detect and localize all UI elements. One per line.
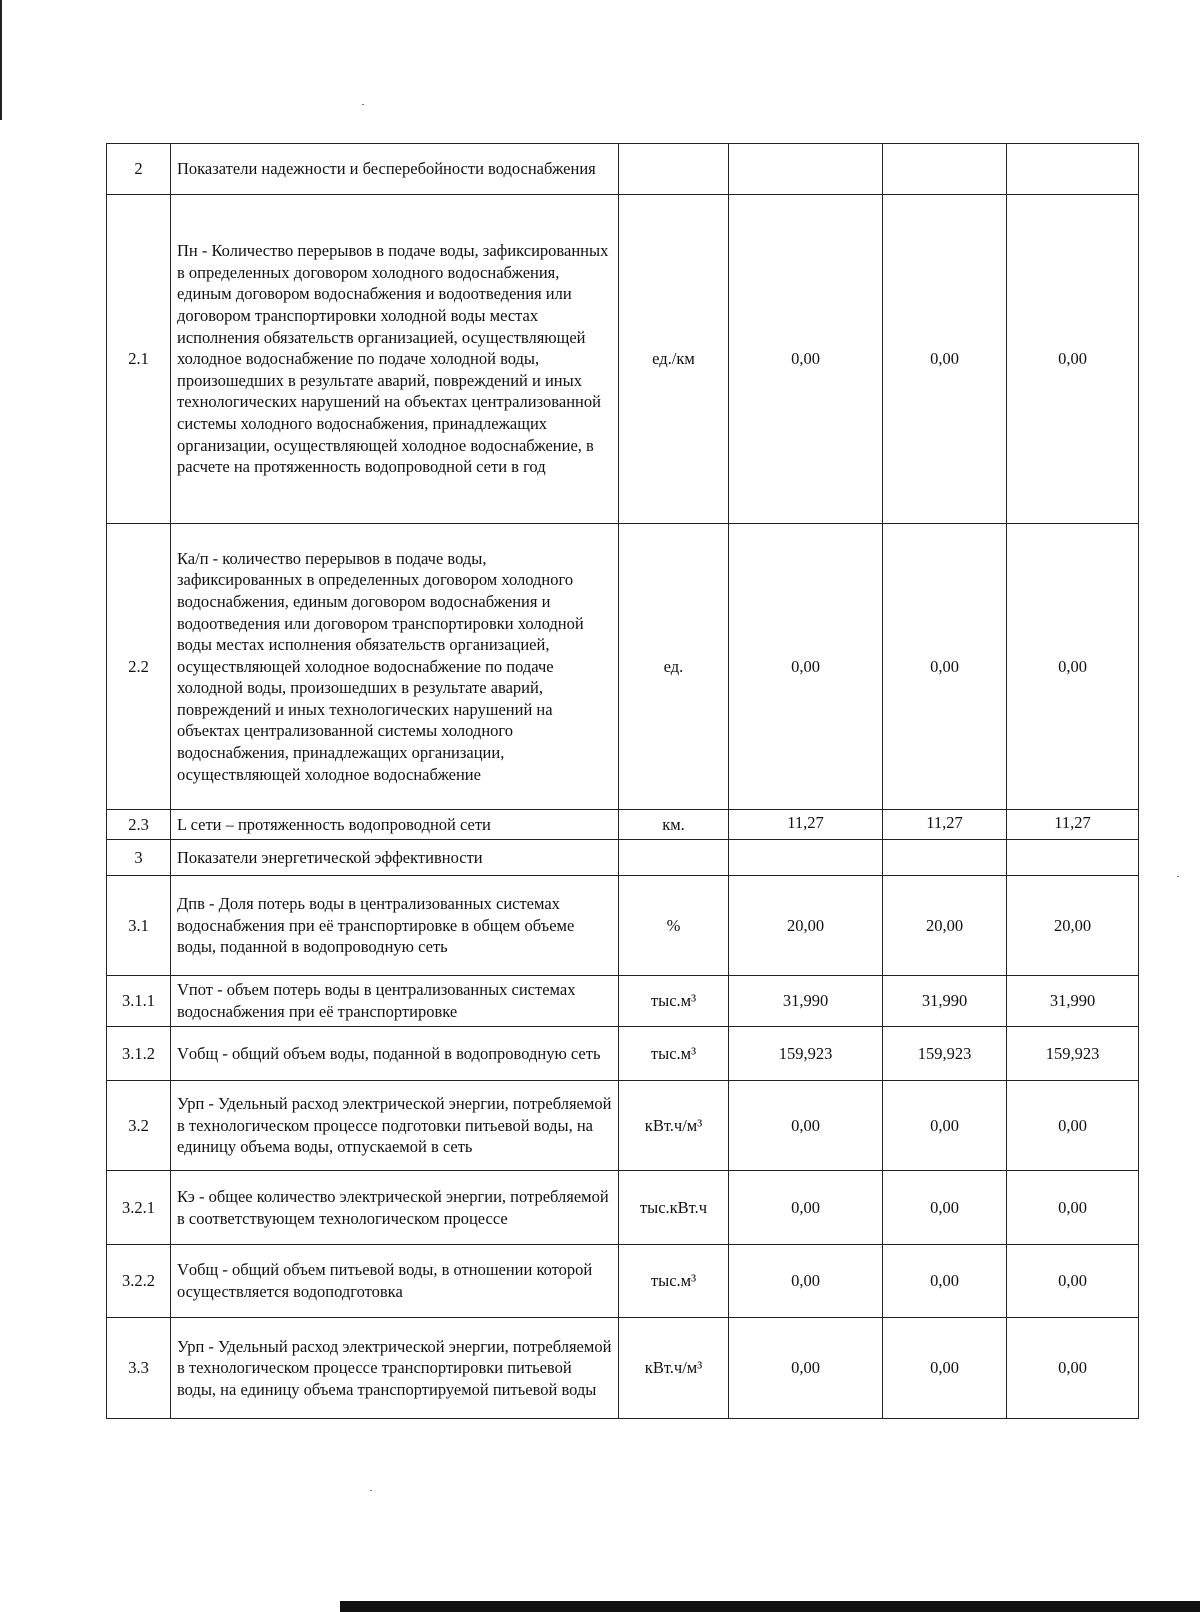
row-number: 2	[107, 144, 171, 195]
row-value-3: 0,00	[1007, 524, 1139, 810]
row-value-3	[1007, 144, 1139, 195]
row-number: 3	[107, 840, 171, 876]
row-unit: кВт.ч/м³	[619, 1081, 729, 1171]
scan-speck	[1177, 876, 1179, 877]
table-row	[107, 976, 1139, 1027]
row-unit: кВт.ч/м³	[619, 1318, 729, 1419]
row-number: 3.3	[107, 1318, 171, 1419]
row-value-2: 0,00	[883, 1318, 1007, 1419]
row-unit: тыс.м³	[619, 1245, 729, 1318]
row-description: Vпот - объем потерь воды в централизованных системах водоснабжения при её транспортировке	[171, 976, 619, 1027]
row-value-2: 0,00	[883, 1081, 1007, 1171]
row-value-2: 0,00	[883, 524, 1007, 810]
scan-edge-bottom	[340, 1601, 1200, 1612]
row-number: 2.3	[107, 810, 171, 840]
row-description: Vобщ - общий объем питьевой воды, в отношении которой осуществляется водоподготовка	[171, 1245, 619, 1318]
row-number: 3.2	[107, 1081, 171, 1171]
row-value-1: 11,27	[729, 810, 883, 840]
scan-speck	[370, 1490, 372, 1491]
row-value-2: 11,27	[883, 810, 1007, 840]
row-description: Урп - Удельный расход электрической энергии, потребляемой в технологическом процессе транспортировки питьевой воды, на единицу объема транспортируемой питьевой воды	[171, 1318, 619, 1419]
row-unit	[619, 144, 729, 195]
table-row	[107, 144, 1139, 195]
row-unit: тыс.кВт.ч	[619, 1171, 729, 1245]
row-value-1: 0,00	[729, 1171, 883, 1245]
row-value-3: 0,00	[1007, 195, 1139, 524]
row-value-1: 0,00	[729, 524, 883, 810]
row-number: 3.1.2	[107, 1027, 171, 1081]
row-description: Ка/п - количество перерывов в подаче воды, зафиксированных в определенных договором холодного водоснабжения, единым договором водоснабжения и водоотведения или договором транспортировки холодной воды местах исполнения обязательств организацией, осуществляющей холодное водоснабжение по подаче холодной воды, произошедших в результате аварий, повреждений и иных технологических нарушений на объектах централизованной системы холодного водоснабжения, принадлежащих организации, осуществляющей холодное водоснабжение	[171, 524, 619, 810]
table-row	[107, 1318, 1139, 1419]
row-description: Дпв - Доля потерь воды в централизованных системах водоснабжения при её транспортировке в общем объеме воды, поданной в водопроводную сеть	[171, 876, 619, 976]
row-number: 3.1	[107, 876, 171, 976]
indicators-table	[106, 143, 1139, 1419]
row-value-3: 0,00	[1007, 1081, 1139, 1171]
row-value-1: 0,00	[729, 1318, 883, 1419]
row-value-2: 0,00	[883, 1171, 1007, 1245]
table-row	[107, 1027, 1139, 1081]
row-description: Пн - Количество перерывов в подаче воды, зафиксированных в определенных договором холодного водоснабжения, единым договором водоснабжения и водоотведения или договором транспортировки холодной воды местах исполнения обязательств организацией, осуществляющей холодное водоснабжение по подаче холодной воды, произошедших в результате аварий, повреждений и иных технологических нарушений на объектах централизованной системы холодного водоснабжения, принадлежащих организации, осуществляющей холодное водоснабжение, в расчете на протяженность водопроводной сети в год	[171, 195, 619, 524]
row-value-1	[729, 840, 883, 876]
row-unit: %	[619, 876, 729, 976]
row-description: Урп - Удельный расход электрической энергии, потребляемой в технологическом процессе подготовки питьевой воды, на единицу объема воды, отпускаемой в сеть	[171, 1081, 619, 1171]
row-value-3: 0,00	[1007, 1171, 1139, 1245]
row-value-2: 0,00	[883, 195, 1007, 524]
row-value-3: 20,00	[1007, 876, 1139, 976]
row-value-2: 20,00	[883, 876, 1007, 976]
scan-edge-left	[0, 0, 2, 120]
row-value-3	[1007, 840, 1139, 876]
row-value-2: 31,990	[883, 976, 1007, 1027]
row-unit: ед.	[619, 524, 729, 810]
row-value-3: 0,00	[1007, 1318, 1139, 1419]
row-value-2	[883, 840, 1007, 876]
row-value-3: 31,990	[1007, 976, 1139, 1027]
row-value-3: 11,27	[1007, 810, 1139, 840]
table-row	[107, 1081, 1139, 1171]
row-value-1: 31,990	[729, 976, 883, 1027]
table-row	[107, 876, 1139, 976]
row-value-2: 159,923	[883, 1027, 1007, 1081]
row-unit: тыс.м³	[619, 976, 729, 1027]
row-description: Кэ - общее количество электрической энергии, потребляемой в соответствующем технологическом процессе	[171, 1171, 619, 1245]
table-row	[107, 524, 1139, 810]
row-value-3: 0,00	[1007, 1245, 1139, 1318]
row-value-1: 0,00	[729, 1245, 883, 1318]
table-row	[107, 195, 1139, 524]
row-value-1: 159,923	[729, 1027, 883, 1081]
row-unit: км.	[619, 810, 729, 840]
table-row	[107, 840, 1139, 876]
row-description: Показатели надежности и бесперебойности водоснабжения	[171, 144, 619, 195]
row-number: 2.2	[107, 524, 171, 810]
row-value-2	[883, 144, 1007, 195]
row-value-1: 0,00	[729, 1081, 883, 1171]
row-number: 3.2.2	[107, 1245, 171, 1318]
row-unit: ед./км	[619, 195, 729, 524]
table-row	[107, 1245, 1139, 1318]
row-value-2: 0,00	[883, 1245, 1007, 1318]
row-number: 3.1.1	[107, 976, 171, 1027]
table-row	[107, 1171, 1139, 1245]
row-value-1	[729, 144, 883, 195]
scan-speck	[362, 104, 364, 105]
row-value-1: 20,00	[729, 876, 883, 976]
row-description: Vобщ - общий объем воды, поданной в водопроводную сеть	[171, 1027, 619, 1081]
row-number: 2.1	[107, 195, 171, 524]
table-row	[107, 810, 1139, 840]
row-description: L сети – протяженность водопроводной сети	[171, 810, 619, 840]
row-unit	[619, 840, 729, 876]
row-value-1: 0,00	[729, 195, 883, 524]
row-description: Показатели энергетической эффективности	[171, 840, 619, 876]
row-value-3: 159,923	[1007, 1027, 1139, 1081]
row-number: 3.2.1	[107, 1171, 171, 1245]
row-unit: тыс.м³	[619, 1027, 729, 1081]
